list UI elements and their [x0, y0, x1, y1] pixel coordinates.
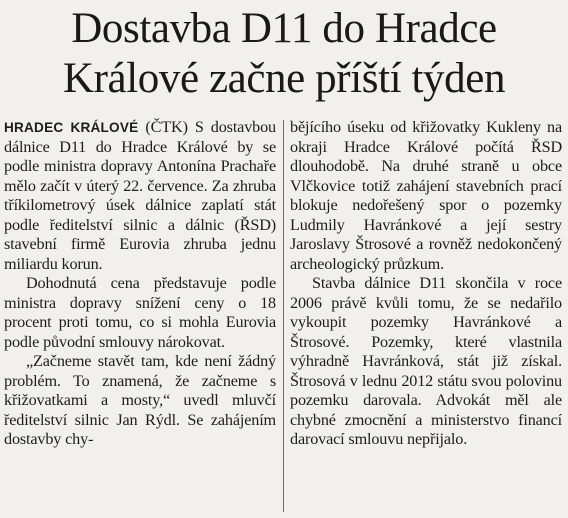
- article-paragraph-1-text: (ČTK) S dostavbou dálnice D11 do Hradce Králové by se podle ministra dopravy Antonína Prachaře mělo začít v úterý 22. července. Za zhruba tříkilometrový úsek dálnice zaplatí stát podle ředitelství silnic a dálnic (ŘSD) stavební firmě Eurovia zhruba jednu miliardu korun.: [4, 118, 276, 273]
- headline: [0, 4, 568, 104]
- article-paragraph-2: Dohodnutá cena představuje podle ministra dopravy snížení ceny o 18 procent proti tomu, co si mohla Eurovia podle původní smlouvy nárokovat.: [4, 274, 276, 351]
- dateline: HRADEC KRÁLOVÉ: [4, 120, 139, 135]
- headline-line-2: Králové začne příští týden: [62, 55, 506, 102]
- article-paragraph-3: „Začneme stavět tam, kde není žádný problém. To znamená, že začneme s křižovatkami a mosty,“ uvedl mluvčí ředitelství silnic Jan Rýdl. Se zahájením dostavby chy-: [4, 352, 276, 448]
- article-column-left: [4, 118, 276, 450]
- article-paragraph-4: bějícího úseku od křižovatky Kukleny na okraji Hradce Králové počítá ŘSD dlouhodobě. Na druhé straně u obce Vlčkovice totiž zahájení stavebních prací blokuje nedořešený spor o pozemky Ludmily Havránkové a její sestry Jaroslavy Štrosové a rovněž nedokončený archeologický průzkum.: [290, 118, 562, 273]
- article-column-right: [290, 118, 562, 450]
- column-divider: [283, 120, 284, 512]
- article-paragraph-1: [4, 118, 276, 274]
- headline-line-1: Dostavba D11 do Hradce: [71, 5, 497, 52]
- article-paragraph-5: Stavba dálnice D11 skončila v roce 2006 právě kvůli tomu, že se nedařilo vykoupit pozemky Havránkové a Štrosové. Pozemky, které vlastnila výhradně Havránková, stát již získal. Štrosová v lednu 2012 státu svou polovinu pozemku darovala. Advokát měl ale chybné zmocnění a ministerstvo financí darovací smlouvu nepřijalo.: [290, 274, 562, 448]
